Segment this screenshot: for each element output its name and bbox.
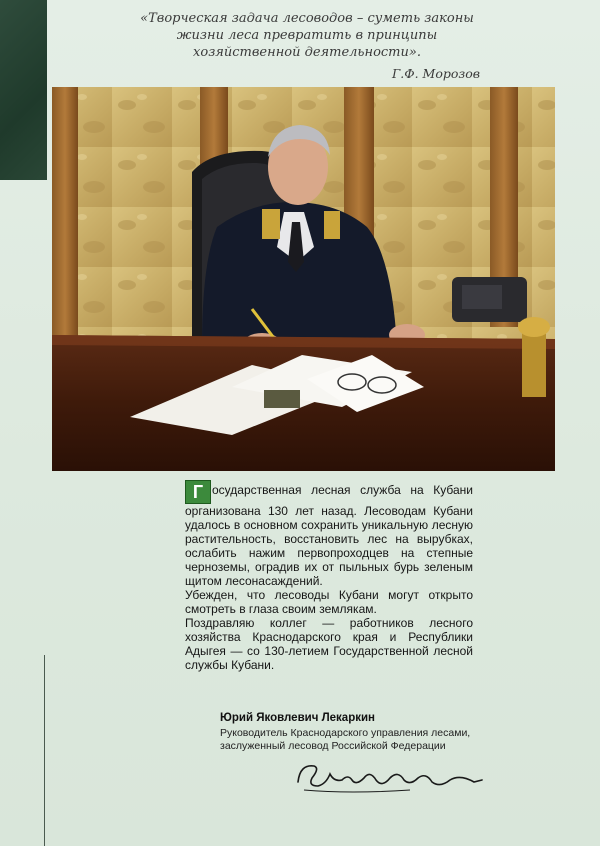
signatory-title-line-1: Руководитель Краснодарского управления лесами, <box>220 727 471 739</box>
epigraph-author: Г.Ф. Морозов <box>391 66 480 81</box>
handwritten-signature <box>290 752 490 800</box>
left-vertical-rule <box>44 655 45 846</box>
signatory-name: Юрий Яковлевич Лекаркин <box>220 712 376 724</box>
epigraph-quote: «Творческая задача лесоводов – суметь законы жизни леса превратить в принципы хозяйственной деятельности». <box>140 11 474 60</box>
corner-decoration <box>0 0 47 180</box>
body-text <box>185 480 473 672</box>
paragraph-3: Поздравляю коллег — работников лесного хозяйства Краснодарского края и Республики Адыгея — со 130-летием Государственной лесной службы Кубани. <box>185 616 473 672</box>
office-scene-illustration <box>52 87 555 471</box>
signatory-title-line-2: заслуженный лесовод Российской Федерации <box>220 740 446 752</box>
paragraph-1-text: осударственная лесная служба на Кубани организована 130 лет назад. Лесоводам Кубани удалось в основном сохранить уникальную лесную растительность, восстановить лес на вырубках, ослабить нажим первопроходцев на степные черноземы, оградив их от пыльных бурь зеленым щитом лесонасаждений. <box>185 483 473 588</box>
signatory-title <box>220 727 520 753</box>
portrait-photo <box>52 87 555 471</box>
paragraph-1 <box>185 480 473 588</box>
dropcap: Г <box>185 480 211 504</box>
paragraph-2: Убежден, что лесоводы Кубани могут открыто смотреть в глаза своим землякам. <box>185 588 473 616</box>
